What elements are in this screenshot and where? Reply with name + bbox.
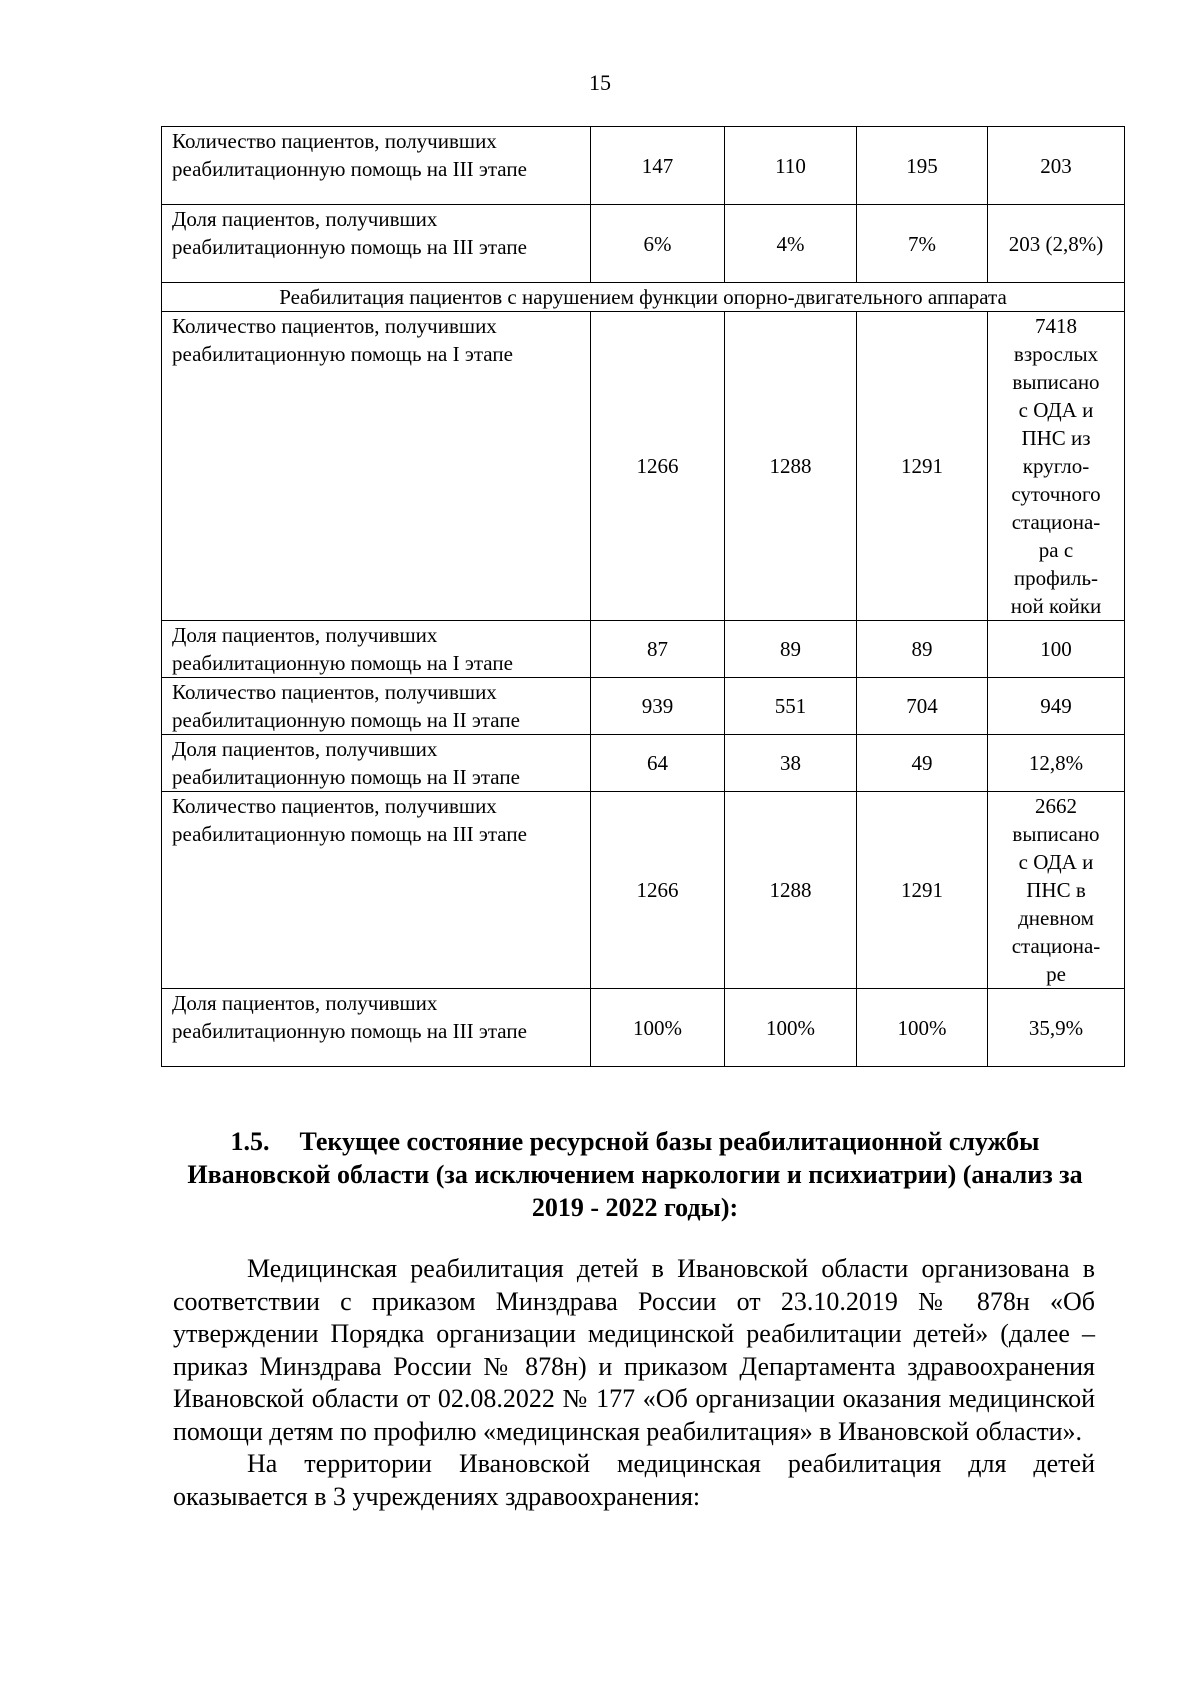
section-label: Реабилитация пациентов с нарушением функции опорно-двигательного аппарата <box>162 283 1125 312</box>
row-label: Количество пациентов, получивших реабилитационную помощь на II этапе <box>162 678 591 735</box>
last-value-line: с ОДА и <box>1018 850 1094 874</box>
table-row <box>162 735 1125 792</box>
last-value-line: 35,9% <box>1028 1015 1084 1040</box>
value-cell: 64 <box>591 735 725 792</box>
value-cell: 6% <box>591 205 725 283</box>
last-value-line: 949 <box>1040 694 1072 718</box>
last-value-line: с ОДА и <box>1018 398 1094 422</box>
value-cell: 49 <box>857 735 988 792</box>
last-value-line: выписано <box>1012 370 1100 394</box>
last-value-line: дневном <box>1018 906 1094 930</box>
value-cell: 100% <box>857 989 988 1067</box>
section-heading-text: Текущее состояние ресурсной базы реабилитационной службы Ивановской области (за исключением наркологии и психиатрии) (анализ за 2019 - 2022 годы): <box>187 1127 1083 1222</box>
row-label: Количество пациентов, получивших реабилитационную помощь на III этапе <box>162 127 591 205</box>
last-value-line: ПНС в <box>1026 878 1086 902</box>
last-value-line: кругло- <box>1022 454 1090 478</box>
last-value-line: 7418 <box>1035 314 1077 338</box>
value-cell: 1266 <box>591 792 725 989</box>
table-row <box>162 205 1125 283</box>
last-value-line: 100 <box>1040 637 1072 661</box>
value-cell: 1291 <box>857 312 988 621</box>
last-value-line: стациона- <box>1011 934 1101 958</box>
last-value-cell <box>988 205 1125 283</box>
value-cell: 1288 <box>725 792 857 989</box>
value-cell: 7% <box>857 205 988 283</box>
last-value-line: 203 (2,8%) <box>1008 231 1104 256</box>
body-text <box>173 1253 1095 1513</box>
value-cell: 4% <box>725 205 857 283</box>
value-cell: 195 <box>857 127 988 205</box>
last-value-line: ной койки <box>1010 594 1102 618</box>
section-row <box>162 283 1125 312</box>
last-value-cell <box>988 678 1125 735</box>
last-value-line: выписано <box>1012 822 1100 846</box>
value-cell: 89 <box>857 621 988 678</box>
paragraph: Медицинская реабилитация детей в Ивановской области организована в соответствии с приказом Минздрава России от 23.10.2019 № 878н «Об утверждении Порядка организации медицинской реабилитации детей» (далее – приказ Минздрава России № 878н) и приказом Департамента здравоохранения Ивановской области от 02.08.2022 № 177 «Об организации оказания медицинской помощи детям по профилю «медицинская реабилитация» в Ивановской области». <box>173 1254 1095 1446</box>
value-cell: 87 <box>591 621 725 678</box>
row-label: Количество пациентов, получивших реабилитационную помощь на III этапе <box>162 792 591 989</box>
last-value-cell <box>988 127 1125 205</box>
value-cell: 1288 <box>725 312 857 621</box>
last-value-cell <box>988 792 1125 989</box>
value-cell: 939 <box>591 678 725 735</box>
last-value-line: взрослых <box>1013 342 1099 366</box>
row-label: Доля пациентов, получивших реабилитационную помощь на III этапе <box>162 989 591 1067</box>
last-value-line: 12,8% <box>1028 751 1084 775</box>
row-label: Доля пациентов, получивших реабилитационную помощь на III этапе <box>162 205 591 283</box>
table-row <box>162 621 1125 678</box>
last-value-line: 203 <box>1040 153 1072 178</box>
last-value-line: стациона- <box>1011 510 1101 534</box>
last-value-line: ре <box>1046 962 1066 986</box>
row-label: Доля пациентов, получивших реабилитационную помощь на II этапе <box>162 735 591 792</box>
value-cell: 704 <box>857 678 988 735</box>
last-value-line: ПНС из <box>1021 426 1091 450</box>
value-cell: 1291 <box>857 792 988 989</box>
value-cell: 100% <box>725 989 857 1067</box>
last-value-cell <box>988 989 1125 1067</box>
value-cell: 38 <box>725 735 857 792</box>
paragraph: На территории Ивановской медицинская реабилитация для детей оказывается в 3 учреждениях здравоохранения: <box>173 1449 1095 1511</box>
table-row <box>162 989 1125 1067</box>
last-value-line: суточного <box>1011 482 1101 506</box>
table-row <box>162 312 1125 621</box>
value-cell: 147 <box>591 127 725 205</box>
row-label: Доля пациентов, получивших реабилитационную помощь на I этапе <box>162 621 591 678</box>
last-value-cell <box>988 621 1125 678</box>
value-cell: 110 <box>725 127 857 205</box>
last-value-line: ра с <box>1038 538 1074 562</box>
section-heading-number: 1.5. <box>230 1127 270 1156</box>
value-cell: 89 <box>725 621 857 678</box>
last-value-line: 2662 <box>1035 794 1077 818</box>
value-cell: 1266 <box>591 312 725 621</box>
last-value-cell <box>988 312 1125 621</box>
table-row <box>162 792 1125 989</box>
section-heading <box>170 1125 1100 1224</box>
last-value-cell <box>988 735 1125 792</box>
rehabilitation-stats-table <box>161 126 1125 1067</box>
table-row <box>162 127 1125 205</box>
table-row <box>162 678 1125 735</box>
row-label: Количество пациентов, получивших реабилитационную помощь на I этапе <box>162 312 591 621</box>
page-number: 15 <box>589 70 611 95</box>
last-value-line: профиль- <box>1013 566 1099 590</box>
value-cell: 100% <box>591 989 725 1067</box>
value-cell: 551 <box>725 678 857 735</box>
